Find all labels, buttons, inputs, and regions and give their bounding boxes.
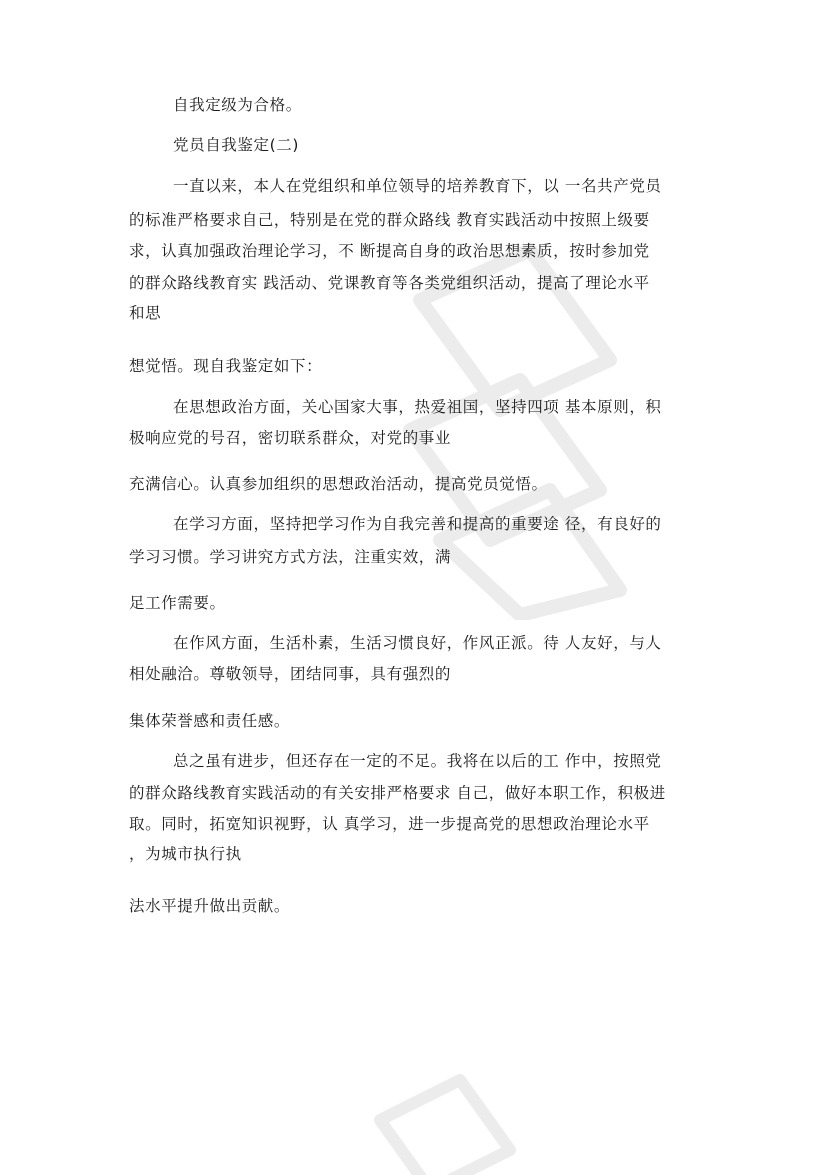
text-line: 一直以来，本人在党组织和单位领导的培养教育下，以 一名共产党员	[173, 177, 662, 195]
text-line: 充满信心。认真参加组织的思想政治活动，提高党员觉悟。	[129, 475, 548, 493]
text-line: 学习习惯。学习讲究方式方法，注重实效，满	[129, 548, 452, 566]
text-line: 和思	[129, 304, 162, 322]
text-line: 相处融洽。尊敬领导，团结同事，具有强烈的	[129, 665, 452, 683]
watermark-logo-bottom	[360, 1060, 520, 1175]
text-line: 极响应党的号召，密切联系群众，对党的事业	[129, 429, 452, 447]
text-line: 的标准严格要求自己，特别是在党的群众路线 教育实践活动中按照上级要	[129, 211, 650, 229]
text-line: 的群众路线教育实践活动的有关安排严格要求 自己，做好本职工作，积极进	[129, 784, 666, 802]
text-line: 法水平提升做出贡献。	[129, 897, 291, 915]
text-line: 取。同时，拓宽知识视野，认 真学习，进一步提高党的思想政治理论水平	[129, 815, 650, 833]
text-line: 集体荣誉感和责任感。	[129, 712, 291, 730]
text-line: 想觉悟。现自我鉴定如下：	[129, 357, 323, 375]
text-line: 总之虽有进步，但还存在一定的不足。我将在以后的工 作中，按照党	[173, 752, 662, 770]
text-line: ，为城市执行执	[129, 845, 242, 863]
text-line: 在思想政治方面，关心国家大事，热爱祖国，坚持四项 基本原则，积	[173, 398, 662, 416]
text-line: 自我定级为合格。	[173, 96, 302, 114]
text-line: 的群众路线教育实 践活动、党课教育等各类党组织活动，提高了理论水平	[129, 274, 650, 292]
text-line: 在作风方面，生活朴素，生活习惯良好，作风正派。待 人友好，与人	[173, 634, 662, 652]
section-heading: 党员自我鉴定(二)	[173, 136, 299, 154]
text-line: 求，认真加强政治理论学习，不 断提高自身的政治思想素质，按时参加党	[129, 242, 650, 260]
text-line: 在学习方面，坚持把学习作为自我完善和提高的重要途 径，有良好的	[173, 515, 662, 533]
text-line: 足工作需要。	[129, 594, 226, 612]
